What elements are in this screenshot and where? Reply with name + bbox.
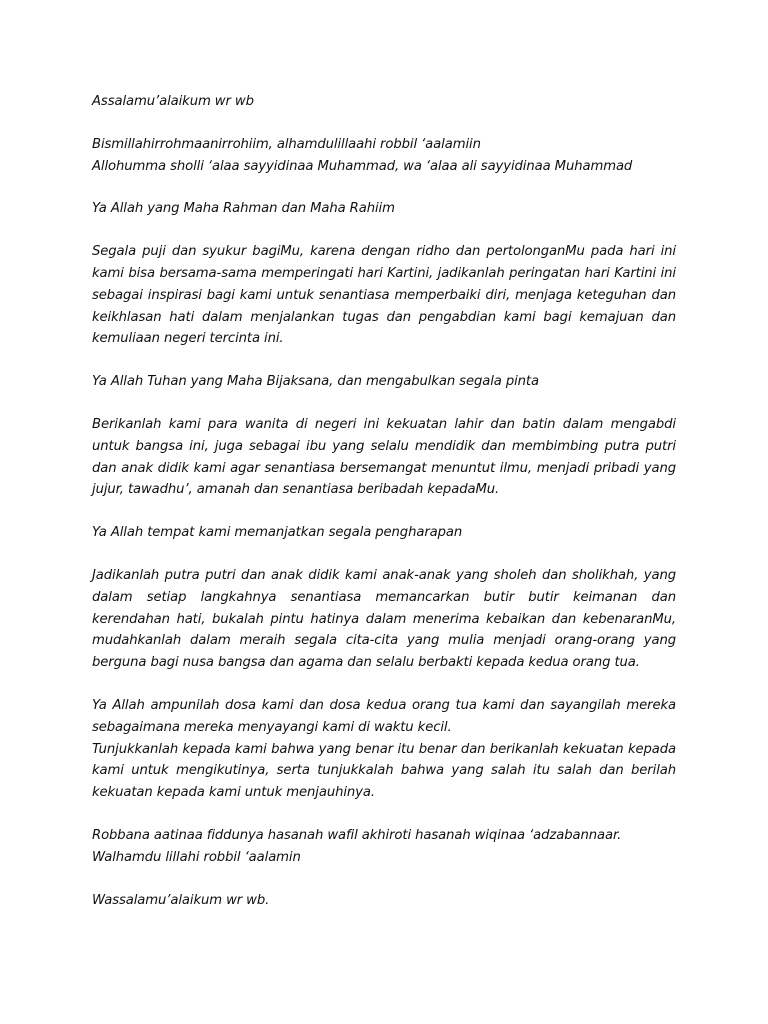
paragraph-guidance: Tunjukkanlah kepada kami bahwa yang benar itu benar dan berikanlah kekuatan kepada kami untuk mengikutinya, serta tunjukkalah bahwa yang salah itu salah dan berilah kekuatan kepada kami untuk menjauhinya. [92, 741, 676, 801]
paragraph-strength: Berikanlah kami para wanita di negeri ini kekuatan lahir dan batin dalam mengabdi untuk bangsa ini, juga sebagai ibu yang selalu mendidik dan membimbing putra putri dan anak didik kami agar senantiasa bersemangat menuntut ilmu, menjadi pribadi yang jujur, tawadhu’, amanah dan senantiasa beribadah kepadaMu. [92, 416, 676, 498]
opening-praise-block [92, 134, 676, 178]
hamdalah-line: Walhamdu lillahi robbil ‘aalamin [92, 849, 301, 865]
paragraph-children: Jadikanlah putra putri dan anak didik kami anak-anak yang sholeh dan sholikhah, yang dalam setiap langkahnya senantiasa memancarkan butir butir keimanan dan kerendahan hati, bukalah pintu hatinya dalam menerima kebaikan dan kebenaranMu, mudahkanlah dalam meraih segala cita-cita yang mulia menjadi orang-orang yang berguna bagi nusa bangsa dan agama dan selalu berbakti kepada kedua orang tua. [92, 567, 676, 671]
closing-greeting: Wassalamu’alaikum wr wb. [92, 892, 270, 908]
invocation-pengharapan: Ya Allah tempat kami memanjatkan segala pengharapan [92, 525, 463, 541]
closing-prayer-line: Robbana aatinaa fiddunya hasanah wafil akhiroti hasanah wiqinaa ‘adzabannaar. [92, 827, 622, 843]
forgiveness-block [92, 695, 676, 804]
basmalah-line: Bismillahirrohmaanirrohiim, alhamdulillaahi robbil ‘aalamiin [92, 136, 481, 152]
invocation-rahman: Ya Allah yang Maha Rahman dan Maha Rahiim [92, 201, 395, 217]
opening-greeting: Assalamu’alaikum wr wb [92, 94, 254, 109]
paragraph-forgiveness: Ya Allah ampunilah dosa kami dan dosa kedua orang tua kami dan sayangilah mereka sebagaimana mereka menyayangi kami di waktu kecil. [92, 697, 676, 735]
invocation-bijaksana: Ya Allah Tuhan yang Maha Bijaksana, dan mengabulkan segala pinta [92, 374, 539, 390]
closing-prayer-block [92, 825, 676, 869]
paragraph-gratitude: Segala puji dan syukur bagiMu, karena dengan ridho dan pertolonganMu pada hari ini kami bisa bersama-sama memperingati hari Kartini, jadikanlah peringatan hari Kartini ini sebagai inspirasi bagi kami untuk senantiasa memperbaiki diri, menjaga keteguhan dan keikhlasan hati dalam menjalankan tugas dan pengabdian kami bagi kemajuan dan kemuliaan negeri tercinta ini. [92, 244, 676, 347]
sholawat-line: Allohumma sholli ‘alaa sayyidinaa Muhammad, wa ‘alaa ali sayyidinaa Muhammad [92, 158, 633, 174]
